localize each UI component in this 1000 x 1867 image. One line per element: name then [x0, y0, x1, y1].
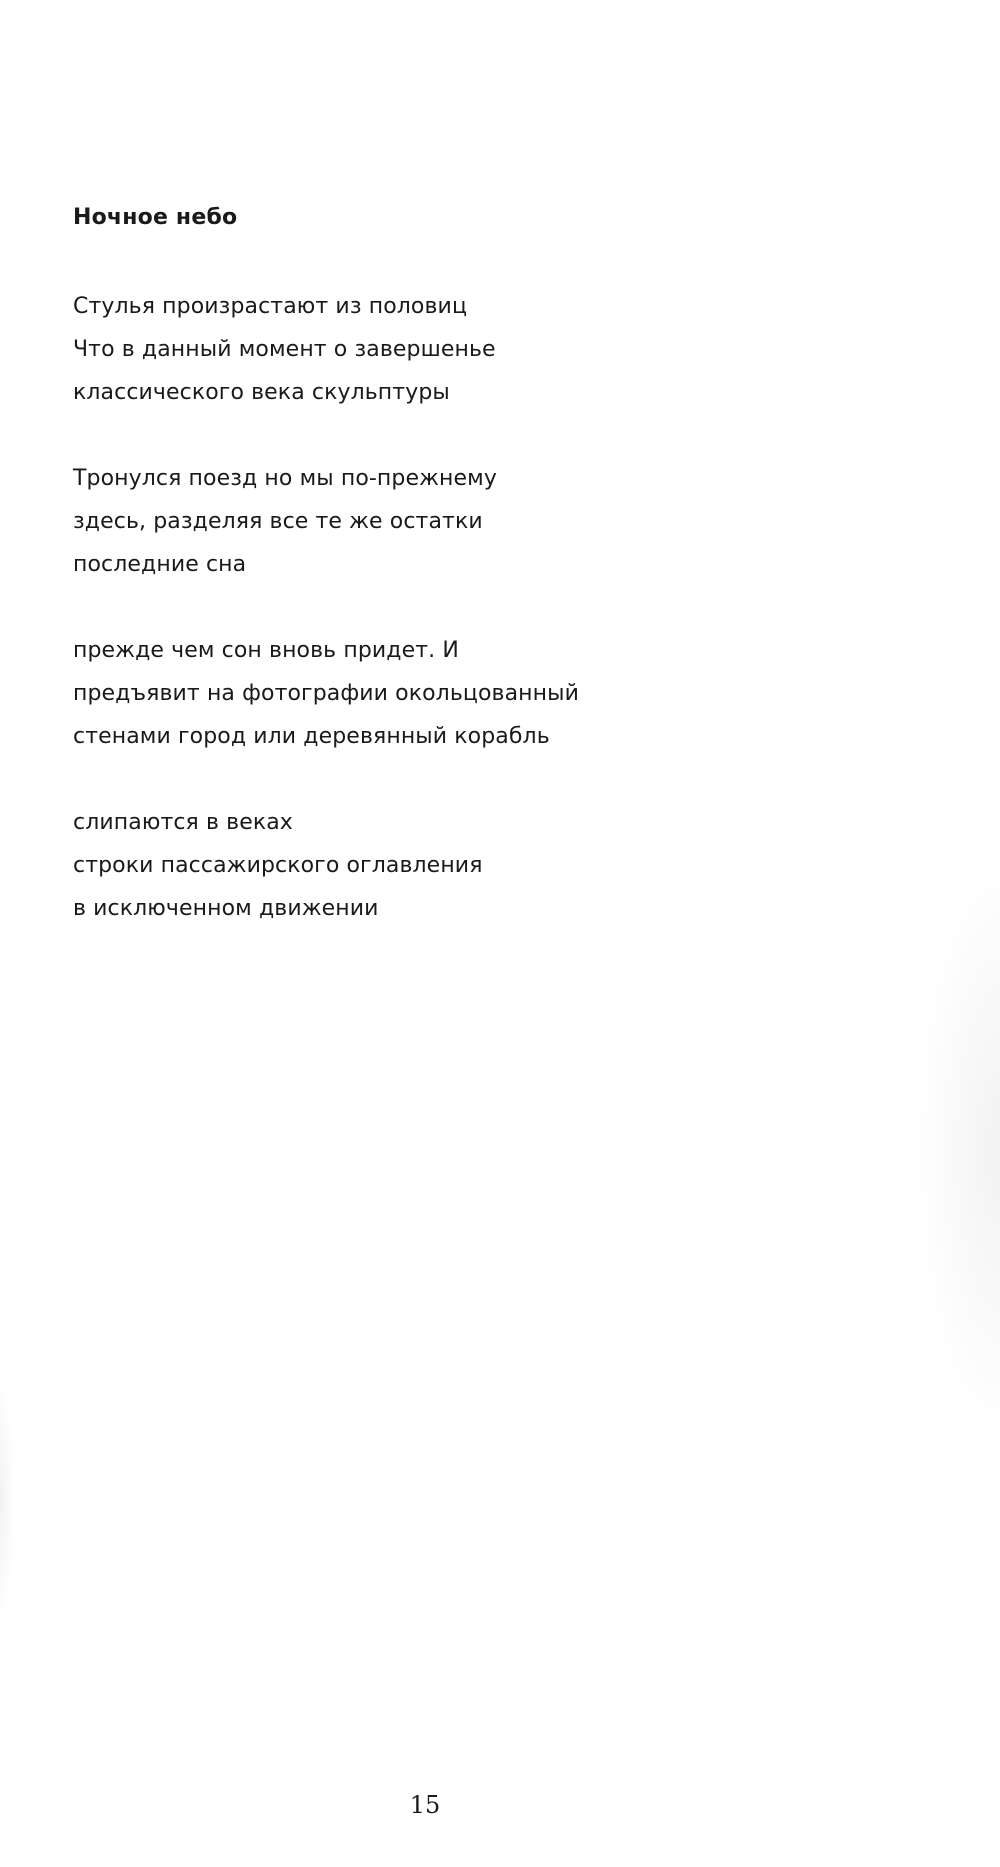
poem-body [73, 285, 713, 973]
poem-line: последние сна [73, 552, 247, 577]
poem-line: Тронулся поезд но мы по-прежнему [73, 466, 497, 491]
poem-line: Что в данный момент о завершенье [73, 337, 496, 362]
poem-line: предъявит на фотографии окольцованный [73, 681, 580, 706]
poem-line: в исключенном движении [73, 896, 379, 921]
poem-line: Стулья произрастают из половиц [73, 294, 468, 319]
page-number: 15 [409, 1791, 441, 1819]
stanza-2 [73, 457, 713, 586]
stanza-4 [73, 801, 713, 930]
poem-line: классического века скульптуры [73, 380, 450, 405]
stanza-1 [73, 285, 713, 414]
poem-line: стенами город или деревянный корабль [73, 724, 550, 749]
poem-line: строки пассажирского оглавления [73, 853, 483, 878]
poem-line: здесь, разделяя все те же остатки [73, 509, 483, 534]
poem-line: слипаются в веках [73, 810, 293, 835]
poem-title: Ночное небо [73, 205, 238, 230]
stanza-3 [73, 629, 713, 758]
poem-line: прежде чем сон вновь придет. И [73, 638, 459, 663]
